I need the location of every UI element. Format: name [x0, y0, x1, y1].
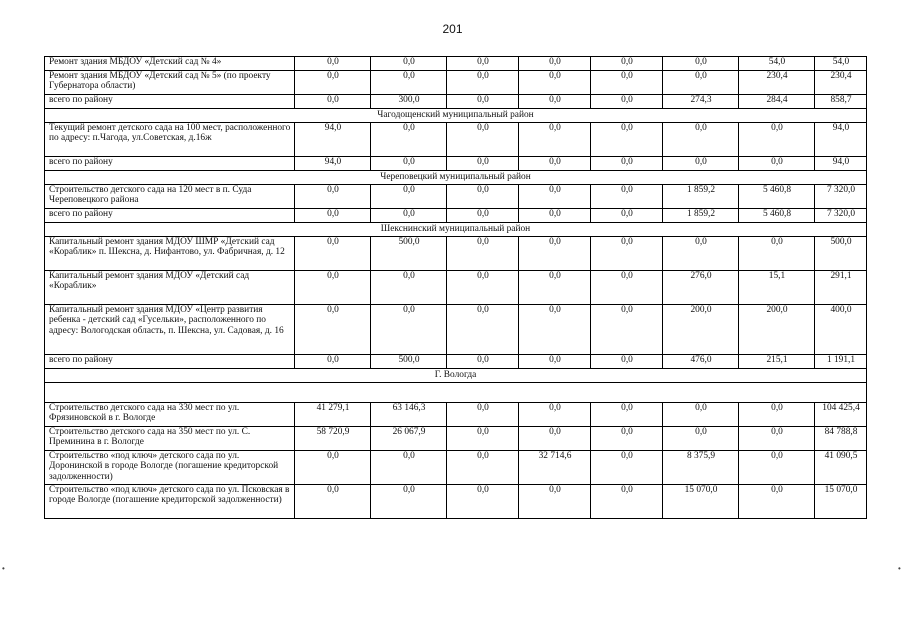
value-cell: 0,0	[295, 209, 371, 223]
table-row	[45, 403, 867, 427]
value-cell: 500,0	[371, 237, 447, 271]
item-description: Капитальный ремонт здания МДОУ «Детский сад «Кораблик»	[45, 271, 295, 305]
value-cell: 0,0	[447, 403, 519, 427]
value-cell: 0,0	[295, 355, 371, 369]
value-cell: 0,0	[447, 209, 519, 223]
value-cell: 0,0	[295, 451, 371, 485]
value-cell: 0,0	[519, 123, 591, 157]
table-row	[45, 427, 867, 451]
item-description: Строительство «под ключ» детского сада по ул. Доронинской в городе Вологде (погашение кредиторской задолженности)	[45, 451, 295, 485]
value-cell: 0,0	[519, 157, 591, 171]
section-title: Чагодощенский муниципальный район	[45, 109, 867, 123]
value-cell: 500,0	[815, 237, 867, 271]
value-cell: 0,0	[447, 271, 519, 305]
table-row	[45, 123, 867, 157]
value-cell: 7 320,0	[815, 185, 867, 209]
value-cell: 15 070,0	[663, 485, 739, 519]
value-cell: 5 460,8	[739, 185, 815, 209]
value-cell: 94,0	[815, 157, 867, 171]
value-cell: 0,0	[591, 95, 663, 109]
value-cell: 0,0	[371, 123, 447, 157]
value-cell: 274,3	[663, 95, 739, 109]
value-cell: 0,0	[295, 71, 371, 95]
table-row	[45, 485, 867, 519]
total-label: всего по району	[45, 209, 295, 223]
table-row	[45, 237, 867, 271]
value-cell: 0,0	[519, 305, 591, 355]
value-cell: 8 375,9	[663, 451, 739, 485]
table-row	[45, 451, 867, 485]
page-number: 201	[442, 22, 463, 36]
value-cell: 0,0	[519, 57, 591, 71]
total-row	[45, 209, 867, 223]
value-cell: 15 070,0	[815, 485, 867, 519]
total-row	[45, 157, 867, 171]
value-cell: 0,0	[739, 123, 815, 157]
total-label: всего по району	[45, 355, 295, 369]
value-cell: 0,0	[663, 57, 739, 71]
value-cell: 0,0	[591, 209, 663, 223]
item-description: Текущий ремонт детского сада на 100 мест, расположенного по адресу: п.Чагода, ул.Советская, д.16ж	[45, 123, 295, 157]
value-cell: 0,0	[663, 427, 739, 451]
blank-row	[45, 383, 867, 403]
total-label: всего по району	[45, 95, 295, 109]
value-cell: 0,0	[371, 209, 447, 223]
value-cell: 0,0	[295, 95, 371, 109]
value-cell: 0,0	[447, 427, 519, 451]
value-cell: 0,0	[447, 123, 519, 157]
value-cell: 0,0	[519, 271, 591, 305]
table-body	[45, 57, 867, 519]
value-cell: 230,4	[815, 71, 867, 95]
value-cell: 0,0	[519, 485, 591, 519]
value-cell: 15,1	[739, 271, 815, 305]
value-cell: 0,0	[739, 451, 815, 485]
value-cell: 0,0	[519, 185, 591, 209]
value-cell: 300,0	[371, 95, 447, 109]
value-cell: 41 279,1	[295, 403, 371, 427]
item-description: Строительство детского сада на 120 мест в п. Суда Череповецкого района	[45, 185, 295, 209]
value-cell: 0,0	[591, 71, 663, 95]
value-cell: 0,0	[519, 427, 591, 451]
value-cell: 0,0	[295, 57, 371, 71]
value-cell: 0,0	[447, 451, 519, 485]
value-cell: 5 460,8	[739, 209, 815, 223]
value-cell: 94,0	[815, 123, 867, 157]
value-cell: 26 067,9	[371, 427, 447, 451]
value-cell: 0,0	[663, 403, 739, 427]
value-cell: 0,0	[447, 305, 519, 355]
total-label: всего по району	[45, 157, 295, 171]
section-header-row	[45, 223, 867, 237]
table-row	[45, 71, 867, 95]
value-cell: 58 720,9	[295, 427, 371, 451]
value-cell: 0,0	[519, 71, 591, 95]
value-cell: 0,0	[447, 355, 519, 369]
value-cell: 858,7	[815, 95, 867, 109]
item-description: Ремонт здания МБДОУ «Детский сад № 4»	[45, 57, 295, 71]
value-cell: 0,0	[371, 71, 447, 95]
value-cell: 215,1	[739, 355, 815, 369]
value-cell: 0,0	[371, 451, 447, 485]
item-description: Строительство детского сада на 330 мест по ул. Фрязиновской в г. Вологде	[45, 403, 295, 427]
value-cell: 94,0	[295, 123, 371, 157]
section-title: Череповецкий муниципальный район	[45, 171, 867, 185]
value-cell: 0,0	[295, 185, 371, 209]
value-cell: 0,0	[739, 427, 815, 451]
value-cell: 476,0	[663, 355, 739, 369]
value-cell: 0,0	[295, 305, 371, 355]
value-cell: 0,0	[371, 185, 447, 209]
value-cell: 0,0	[519, 403, 591, 427]
value-cell: 0,0	[519, 209, 591, 223]
value-cell: 0,0	[739, 403, 815, 427]
value-cell: 0,0	[591, 427, 663, 451]
item-description: Строительство «под ключ» детского сада по ул. Псковская в городе Вологде (погашение кредиторской задолженности)	[45, 485, 295, 519]
table-row	[45, 305, 867, 355]
value-cell: 0,0	[663, 237, 739, 271]
value-cell: 0,0	[663, 123, 739, 157]
section-title: Шекснинский муниципальный район	[45, 223, 867, 237]
item-description: Капитальный ремонт здания МДОУ ШМР «Детский сад «Кораблик» п. Шексна, д. Нифантово, ул. Фабричная, д. 12	[45, 237, 295, 271]
section-header-row	[45, 109, 867, 123]
value-cell: 0,0	[447, 485, 519, 519]
value-cell: 0,0	[371, 485, 447, 519]
value-cell: 0,0	[371, 271, 447, 305]
total-row	[45, 355, 867, 369]
value-cell: 276,0	[663, 271, 739, 305]
value-cell: 0,0	[519, 237, 591, 271]
value-cell: 63 146,3	[371, 403, 447, 427]
value-cell: 1 859,2	[663, 209, 739, 223]
value-cell: 0,0	[591, 451, 663, 485]
value-cell: 0,0	[663, 71, 739, 95]
value-cell: 0,0	[591, 403, 663, 427]
section-header-row	[45, 171, 867, 185]
value-cell: 0,0	[591, 157, 663, 171]
value-cell: 0,0	[295, 485, 371, 519]
value-cell: 291,1	[815, 271, 867, 305]
table-row	[45, 185, 867, 209]
value-cell: 0,0	[739, 237, 815, 271]
value-cell: 200,0	[663, 305, 739, 355]
item-description: Строительство детского сада на 350 мест по ул. С. Преминина в г. Вологде	[45, 427, 295, 451]
value-cell: 84 788,8	[815, 427, 867, 451]
value-cell: 0,0	[447, 95, 519, 109]
value-cell: 500,0	[371, 355, 447, 369]
value-cell: 54,0	[815, 57, 867, 71]
value-cell: 0,0	[739, 157, 815, 171]
value-cell: 41 090,5	[815, 451, 867, 485]
value-cell: 0,0	[663, 157, 739, 171]
section-title: Г. Вологда	[45, 369, 867, 383]
value-cell: 0,0	[519, 95, 591, 109]
value-cell: 0,0	[591, 271, 663, 305]
value-cell: 0,0	[591, 485, 663, 519]
value-cell: 230,4	[739, 71, 815, 95]
value-cell: 104 425,4	[815, 403, 867, 427]
table-row	[45, 271, 867, 305]
value-cell: 0,0	[591, 237, 663, 271]
value-cell: 0,0	[447, 185, 519, 209]
section-header-row	[45, 369, 867, 383]
value-cell: 7 320,0	[815, 209, 867, 223]
table-row	[45, 57, 867, 71]
value-cell: 0,0	[371, 57, 447, 71]
budget-table	[44, 56, 867, 519]
margin-mark-left: •	[2, 564, 5, 573]
value-cell: 0,0	[447, 57, 519, 71]
value-cell: 0,0	[739, 485, 815, 519]
value-cell: 0,0	[519, 355, 591, 369]
value-cell: 0,0	[371, 157, 447, 171]
value-cell: 0,0	[591, 355, 663, 369]
value-cell: 0,0	[591, 305, 663, 355]
value-cell: 1 859,2	[663, 185, 739, 209]
value-cell: 0,0	[295, 271, 371, 305]
value-cell: 94,0	[295, 157, 371, 171]
item-description: Капитальный ремонт здания МДОУ «Центр развития ребенка - детский сад «Гусельки», расположенного по адресу: Вологодская область, п. Шексна, ул. Садовая, д. 16	[45, 305, 295, 355]
value-cell: 0,0	[591, 123, 663, 157]
value-cell: 0,0	[447, 157, 519, 171]
value-cell: 0,0	[591, 57, 663, 71]
margin-mark-right: •	[898, 564, 901, 573]
value-cell: 0,0	[447, 237, 519, 271]
value-cell: 284,4	[739, 95, 815, 109]
blank-cell	[45, 383, 867, 403]
value-cell: 54,0	[739, 57, 815, 71]
value-cell: 32 714,6	[519, 451, 591, 485]
value-cell: 1 191,1	[815, 355, 867, 369]
value-cell: 400,0	[815, 305, 867, 355]
value-cell: 0,0	[295, 237, 371, 271]
item-description: Ремонт здания МБДОУ «Детский сад № 5» (по проекту Губернатора области)	[45, 71, 295, 95]
value-cell: 0,0	[591, 185, 663, 209]
value-cell: 200,0	[739, 305, 815, 355]
value-cell: 0,0	[371, 305, 447, 355]
total-row	[45, 95, 867, 109]
value-cell: 0,0	[447, 71, 519, 95]
